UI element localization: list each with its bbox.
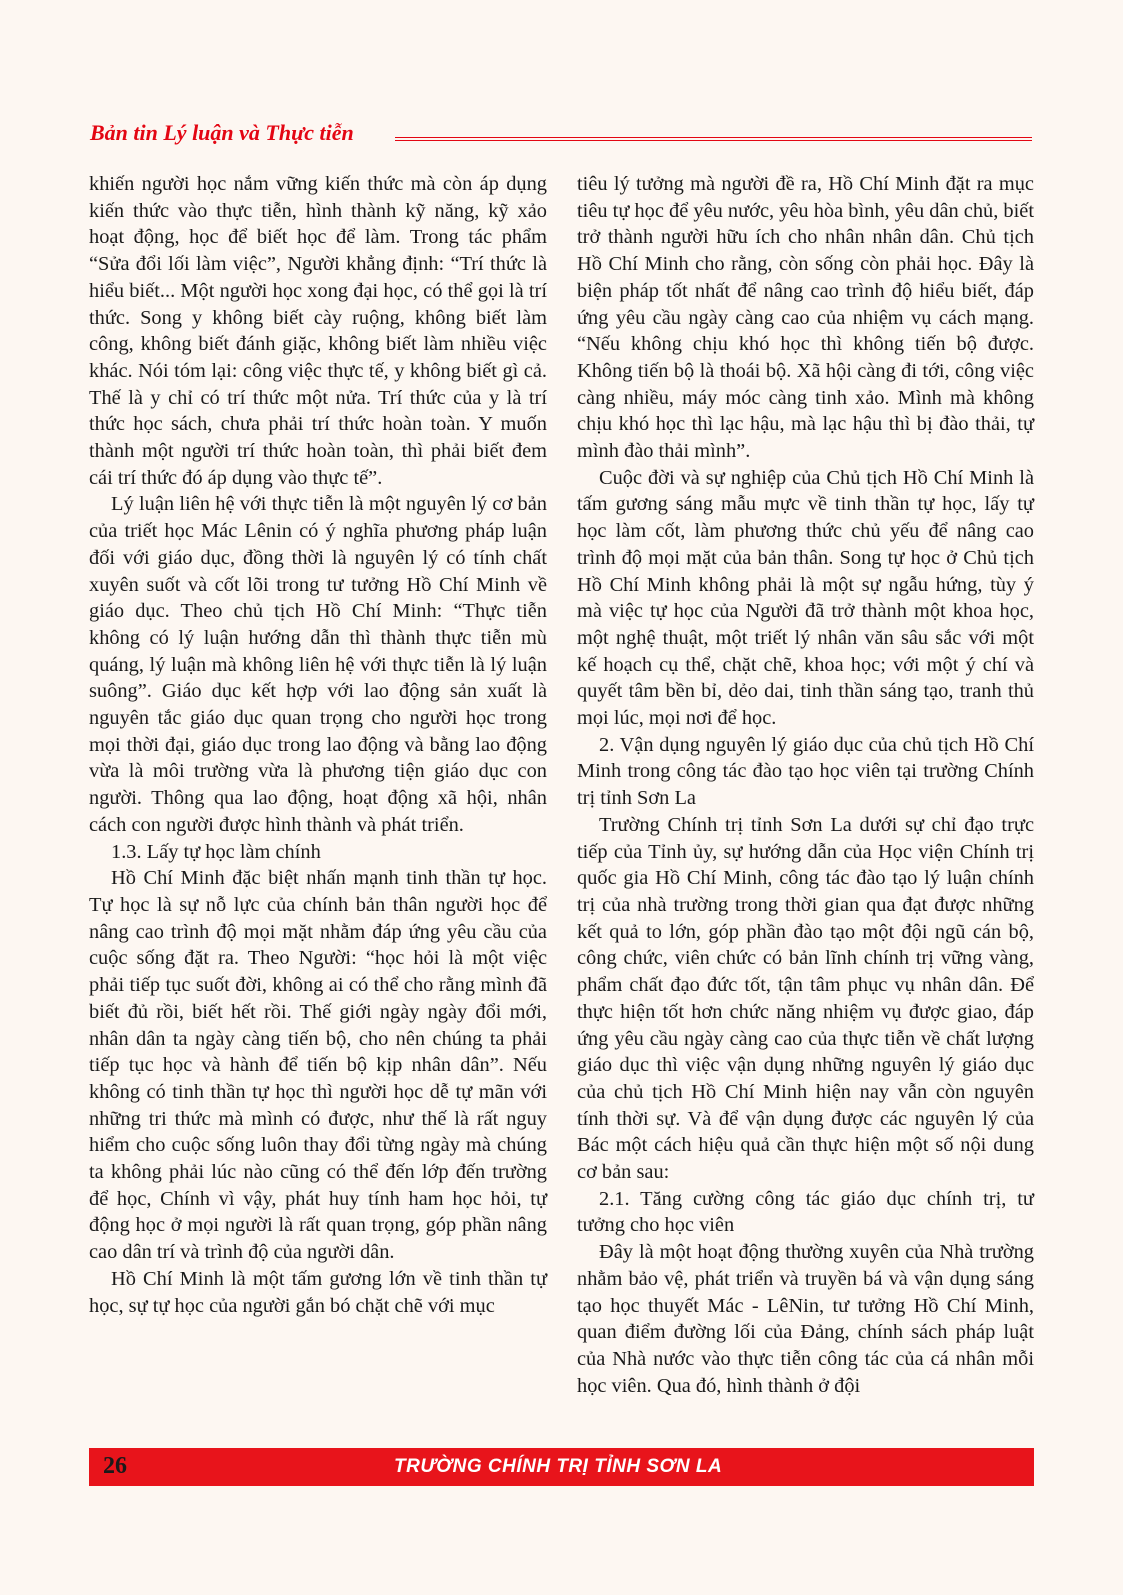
paragraph: Đây là một hoạt động thường xuyên của Nhà trường nhằm bảo vệ, phát triển và truyền bá và vận dụng sáng tạo học thuyết Mác - LêNin, tư tưởng Hồ Chí Minh, quan điểm đường lối của Đảng, chính sách pháp luật của Nhà nước vào thực tiễn công tác của cá nhân mỗi học viên. Qua đó, hình thành ở đội bbox=[577, 1241, 1034, 1397]
publication-title: Bản tin Lý luận và Thực tiễn bbox=[90, 120, 354, 145]
section-heading: 2. Vận dụng nguyên lý giáo dục của chủ tịch Hồ Chí Minh trong công tác đào tạo học viên tại trường Chính trị tỉnh Sơn La bbox=[577, 733, 1034, 810]
paragraph: Hồ Chí Minh đặc biệt nhấn mạnh tinh thần tự học. Tự học là sự nỗ lực của chính bản thân người học để nâng cao trình độ mọi mặt nhằm đáp ứng yêu cầu của cuộc sống đặt ra. Theo Người: “học hỏi là một việc phải tiếp tục suốt đời, không ai có thể cho rằng mình đã biết đủ rồi, biết hết rồi. Thế giới ngày ngày đổi mới, nhân dân ta ngày càng tiến bộ, cho nên chúng ta phải tiếp tục học và hành để tiến bộ kịp nhân dân”. Nếu không có tinh thần tự học thì người học dễ tự mãn với những tri thức mà mình có được, như thế là rất nguy hiểm cho cuộc sống luôn thay đổi từng ngày mà chúng ta không phải lúc nào cũng có thể đến lớp đến trường để học, Chính vì vậy, phát huy tính ham học hỏi, tự động học ở mọi người là rất quan trọng, góp phần nâng cao dân trí và trình độ của người dân. bbox=[89, 867, 547, 1264]
section-heading: 1.3. Lấy tự học làm chính bbox=[111, 840, 321, 863]
running-header bbox=[90, 120, 1032, 150]
footer-title: TRƯỜNG CHÍNH TRỊ TỈNH SƠN LA bbox=[394, 1456, 723, 1477]
paragraph: Trường Chính trị tỉnh Sơn La dưới sự chỉ đạo trực tiếp của Tỉnh ủy, sự hướng dẫn của Học viện Chính trị quốc gia Hồ Chí Minh, công tác đào tạo lý luận chính trị của nhà trường trong thời gian qua đạt được những kết quả to lớn, góp phần đào tạo một đội ngũ cán bộ, công chức, viên chức có bản lĩnh chính trị vững vàng, phẩm chất đạo đức tốt, tận tâm phục vụ nhân dân. Để thực hiện tốt hơn chức năng nhiệm vụ được giao, đáp ứng yêu cầu ngày càng cao của thực tiễn về chất lượng giáo dục thì việc vận dụng những nguyên lý giáo dục của chủ tịch Hồ Chí Minh hiện nay vẫn còn nguyên tính thời sự. Và để vận dụng được các nguyên lý của Bác một cách hiệu quả cần thực hiện một số nội dung cơ bản sau: bbox=[577, 813, 1034, 1184]
header-rule bbox=[395, 137, 1032, 141]
paragraph: Hồ Chí Minh là một tấm gương lớn về tinh thần tự học, sự tự học của người gắn bó chặt chẽ với mục bbox=[89, 1267, 547, 1317]
left-column bbox=[89, 171, 547, 1319]
paragraph: Cuộc đời và sự nghiệp của Chủ tịch Hồ Chí Minh là tấm gương sáng mẫu mực về tinh thần tự học, lấy tự học làm cốt, làm phương thức chủ yếu để nâng cao trình độ mọi mặt của bản thân. Song tự học ở Chủ tịch Hồ Chí Minh không phải là một sự ngẫu hứng, tùy ý mà việc tự học của Người đã trở thành một khoa học, một nghệ thuật, một triết lý nhân văn sâu sắc với một kế hoạch cụ thể, chặt chẽ, khoa học; với một ý chí và quyết tâm bền bỉ, dẻo dai, tinh thần sáng tạo, tranh thủ mọi lúc, mọi nơi để học. bbox=[577, 466, 1034, 730]
paragraph: tiêu lý tưởng mà người đề ra, Hồ Chí Minh đặt ra mục tiêu tự học để yêu nước, yêu hòa bình, yêu dân chủ, biết trở thành người hữu ích cho nhân nhân dân. Chủ tịch Hồ Chí Minh cho rằng, còn sống còn phải học. Đây là biện pháp tốt nhất để nâng cao trình độ hiểu biết, đáp ứng yêu cầu ngày càng cao của nhiệm vụ cách mạng. “Nếu không chịu khó học thì không tiến bộ được. Không tiến bộ là thoái bộ. Xã hội càng đi tới, công việc càng nhiều, máy móc càng tinh xảo. Mình mà không chịu khó học thì lạc hậu, mà lạc hậu thì bị đào thải, tự mình đào thải mình”. bbox=[577, 173, 1034, 463]
paragraph: khiến người học nắm vững kiến thức mà còn áp dụng kiến thức vào thực tiễn, hình thành kỹ năng, kỹ xảo hoạt động, học để biết học để làm. Trong tác phẩm “Sửa đổi lối làm việc”, Người khẳng định: “Trí thức là hiểu biết... Một người học xong đại học, có thể gọi là trí thức. Song y không biết cày ruộng, không biết làm công, không biết đánh giặc, không biết làm nhiều việc khác. Nói tóm lại: công việc thực tế, y không biết gì cả. Thế là y chỉ có trí thức một nửa. Trí thức của y là trí thức học sách, chưa phải trí thức hoàn toàn. Y muốn thành một người trí thức hoàn toàn, thì phải biết đem cái trí thức đó áp dụng vào thực tế”. bbox=[89, 173, 547, 489]
footer-bar bbox=[89, 1448, 1034, 1486]
right-column bbox=[577, 171, 1034, 1399]
section-heading: 2.1. Tăng cường công tác giáo dục chính trị, tư tưởng cho học viên bbox=[577, 1187, 1034, 1237]
paragraph: Lý luận liên hệ với thực tiễn là một nguyên lý cơ bản của triết học Mác Lênin có ý nghĩa phương pháp luận đối với giáo dục, đồng thời là nguyên lý có tính chất xuyên suốt và cốt lõi trong tư tưởng Hồ Chí Minh về giáo dục. Theo chủ tịch Hồ Chí Minh: “Thực tiễn không có lý luận hướng dẫn thì thành thực tiễn mù quáng, lý luận mà không liên hệ với thực tiễn là lý luận suông”. Giáo dục kết hợp với lao động sản xuất là nguyên tắc giáo dục quan trọng cho người học trong mọi thời đại, giáo dục trong lao động và bằng lao động vừa là môi trường vừa là phương tiện giáo dục con người. Thông qua lao động, hoạt động xã hội, nhân cách con người được hình thành và phát triển. bbox=[89, 493, 547, 836]
page-number: 26 bbox=[103, 1453, 127, 1479]
